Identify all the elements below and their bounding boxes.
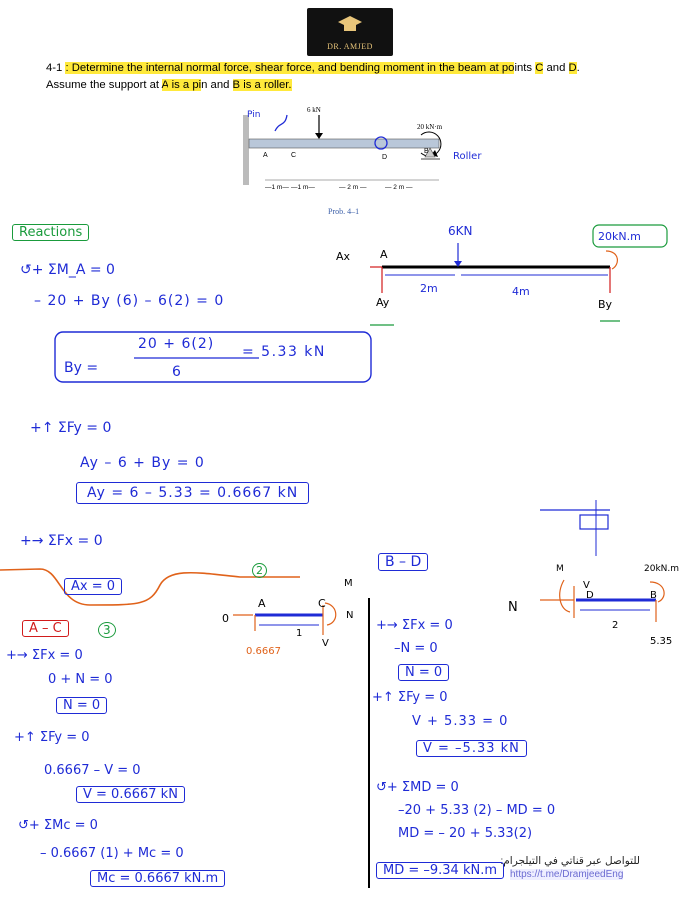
svg-text:6 kN: 6 kN — [307, 106, 321, 114]
sum-moments-a: ↺+ ΣM_A = 0 — [20, 262, 115, 278]
label-c: C — [291, 152, 297, 159]
graduation-cap-icon — [337, 14, 363, 34]
logo — [307, 8, 393, 56]
telegram-caption: للتواصل عبر قناتي في التيلجرام: — [500, 855, 640, 867]
reaction-eq2: Ay – 6 + By = 0 — [80, 455, 205, 471]
ay-result: Ay = 6 – 5.33 = 0.6667 kN — [76, 482, 309, 504]
ax-result: Ax = 0 — [64, 578, 122, 595]
svg-text:20 kN·m: 20 kN·m — [417, 123, 443, 131]
reaction-eq1: – 20 + By (6) – 6(2) = 0 — [34, 293, 225, 309]
reactions-title: Reactions — [12, 224, 89, 241]
label-d: D — [382, 154, 388, 161]
svg-text:—1 m—: —1 m— — [291, 184, 315, 191]
beam-figure — [235, 95, 515, 210]
svg-text:— 2 m —: — 2 m — — [339, 184, 367, 191]
svg-text:— 2 m —: — 2 m — — [385, 184, 413, 191]
problem-statement: 4-1 : Determine the internal normal force, shear force, and bending moment in the beam at points C and D. Assume the support at A is a pin and B is a roller. — [46, 62, 580, 91]
section-bd-title: B – D — [378, 553, 428, 571]
svg-text:Pin: Pin — [247, 110, 261, 120]
bottom-bar — [0, 896, 700, 910]
sum-fx: +→ ΣFx = 0 — [20, 533, 103, 549]
label-a: A — [263, 152, 268, 159]
label-b: B — [424, 148, 429, 155]
section-ac-title: A – C — [22, 620, 69, 637]
telegram-link[interactable]: https://t.me/DramjeedEng — [510, 869, 624, 880]
sum-fy: +↑ ΣFy = 0 — [30, 420, 112, 436]
logo-text: DR. AMJED — [327, 42, 373, 51]
figure-caption: Prob. 4–1 — [328, 207, 360, 216]
section-ac-fbd — [215, 565, 365, 645]
svg-text:—1 m—: —1 m— — [265, 184, 289, 191]
vertical-divider — [366, 598, 372, 888]
svg-text:Roller: Roller — [453, 151, 482, 162]
